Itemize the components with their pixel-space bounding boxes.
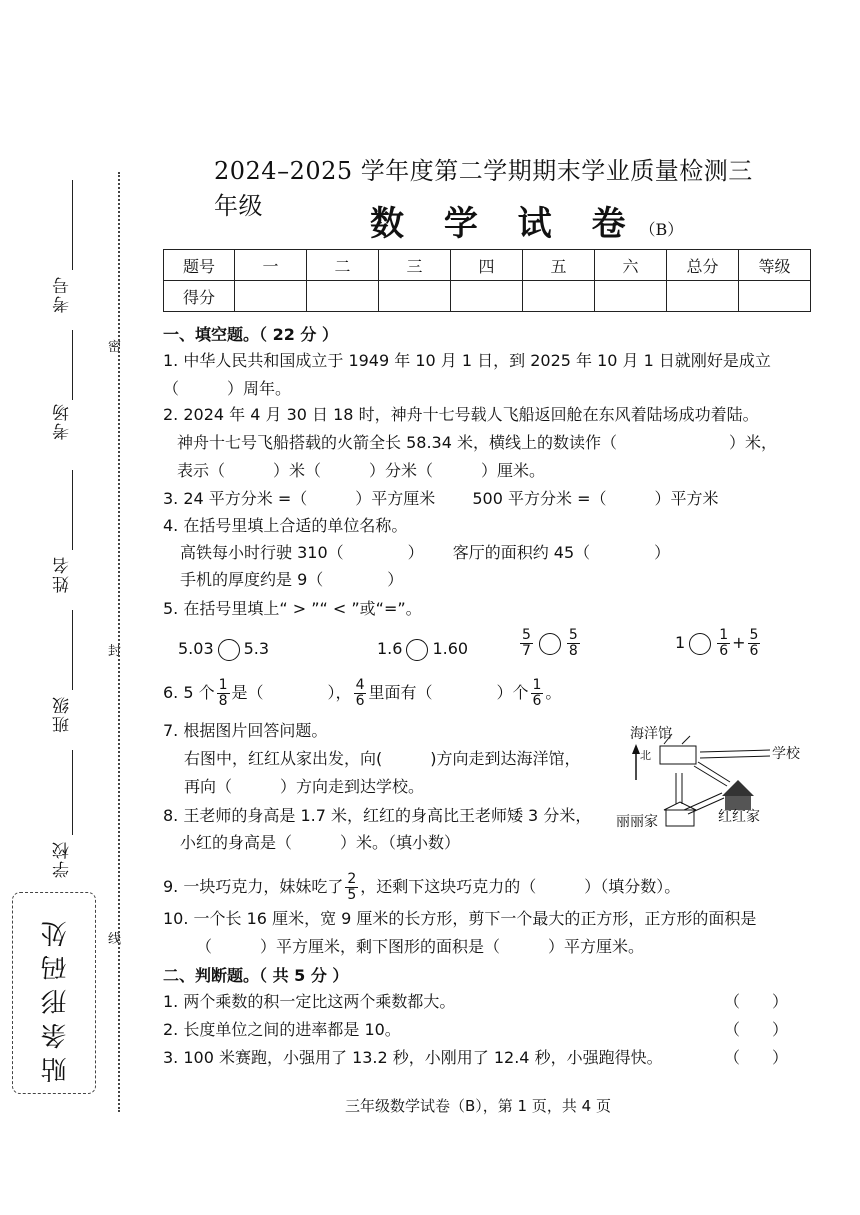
question-1-line1: 1. 中华人民共和国成立于 1949 年 10 月 1 日，到 2025 年 10 月 1 日就刚好是成立 [163,351,771,370]
score-header-cell: 四 [451,250,523,281]
name-label: 姓名 [53,555,73,593]
score-header-cell: 六 [595,250,667,281]
compare-right: 1.60 [432,639,469,658]
fraction: $\frac{1}{6}$ [719,627,729,659]
judge-bracket-3[interactable]: （ ） [724,1048,789,1067]
question-4-line3: 手机的厚度约是 9（ ） [180,570,404,589]
map-north-label: 北 [640,749,651,762]
page-footer: 三年级数学试卷（B），第 1 页，共 4 页 [345,1097,611,1115]
map-label-honghong-home: 红红家 [718,809,760,825]
compare-circle[interactable] [218,639,240,661]
compare-circle[interactable] [406,639,428,661]
cut-line [118,172,120,1112]
compare-3 [518,628,582,659]
paper-version: （B） [639,220,684,239]
score-cell[interactable] [523,281,595,312]
score-cell[interactable] [235,281,307,312]
fraction: $\frac{4}{6}$ [355,677,365,709]
class-line [72,610,73,690]
class-label: 班级 [53,695,73,733]
score-row [164,281,811,312]
score-header-cell: 等级 [739,250,811,281]
fraction: $\frac{5}{6}$ [749,627,759,659]
q9-text: ，还剩下这块巧克力的（ ）（填分数）。 [360,877,681,896]
map-label-aquarium: 海洋馆 [630,726,672,742]
question-9 [163,872,680,903]
question-2-line3: 表示（ ）米（ ）分米（ ）厘米。 [177,461,546,480]
school-label: 学校 [53,840,73,878]
score-header-row [164,250,811,281]
question-6 [163,678,561,709]
judge-item-2: 2. 长度单位之间的进率都是 10。 [163,1020,401,1039]
score-header-cell: 五 [523,250,595,281]
section2-heading: 二、判断题。（ 共 5 分 ） [163,966,349,985]
q6-text: 里面有（ ）个 [368,683,529,702]
barcode-box [12,892,96,1094]
section1-heading: 一、填空题。（ 22 分 ） [163,325,338,344]
question-8-line1: 8. 王老师的身高是 1.7 米，红红的身高比王老师矮 3 分米， [163,806,592,825]
q9-text: 9. 一块巧克力，妹妹吃了 [163,877,344,896]
score-cell[interactable] [595,281,667,312]
question-8-line2: 小红的身高是（ ）米。（填小数） [180,833,461,852]
question-7-line3: 再向（ ）方向走到达学校。 [184,777,425,796]
exam-title: 2024–2025 学年度第二学期期末学业质量检测三年级 [214,157,753,220]
compare-left: 5.03 [178,639,214,658]
map-label-school: 学校 [772,746,800,762]
compare-left: 1 [675,633,686,652]
judge-item-3: 3. 100 米赛跑，小强用了 13.2 秒，小刚用了 12.4 秒，小强跑得快。 [163,1048,663,1067]
score-cell[interactable] [667,281,739,312]
question-1-line2: （ ）周年。 [163,379,292,398]
question-4-line1: 4. 在括号里填上合适的单位名称。 [163,516,408,535]
map-label-lili-home: 丽丽家 [616,814,658,830]
subject-name: 数 学 试 卷 [370,204,640,244]
barcode-label: 贴条形码处 [41,913,71,1083]
score-table [163,249,811,312]
score-cell[interactable] [307,281,379,312]
q6-text: 是（ ）， [231,683,352,702]
fraction: $\frac{2}{5}$ [347,871,357,903]
compare-circle[interactable] [689,633,711,655]
compare-right: 5.3 [243,639,270,658]
score-header-cell: 二 [307,250,379,281]
seal-mi: 密 [108,340,122,355]
score-header-cell: 一 [235,250,307,281]
question-5: 5. 在括号里填上“ > ”“ < ”或“=”。 [163,599,422,618]
question-7-line1: 7. 根据图片回答问题。 [163,721,328,740]
compare-1 [178,638,269,661]
compare-left: 1.6 [377,639,403,658]
question-7-line2: 右图中，红红从家出发，向( )方向走到达海洋馆， [184,749,581,768]
compare-4: 1 $\frac{1}{6}$ + $\frac{5}{6}$ [675,627,759,659]
score-row-label: 得分 [164,281,235,312]
exam-number-label: 考号 [53,275,73,313]
fraction: $\frac{1}{6}$ [532,677,542,709]
score-cell[interactable] [739,281,811,312]
score-cell[interactable] [451,281,523,312]
q6-text: 。 [545,683,562,702]
fraction: $\frac{5}{7}$ [522,627,531,659]
score-header-cell: 三 [379,250,451,281]
exam-room-label: 考场 [53,402,73,440]
compare-2 [377,638,468,661]
subject-title [370,196,683,245]
seal-xian: 线 [108,932,122,947]
compare-circle[interactable] [539,633,561,655]
score-cell[interactable] [379,281,451,312]
q6-text: 6. 5 个 [163,683,215,702]
question-3: 3. 24 平方分米 =（ ）平方厘米 500 平方分米 =（ ）平方米 [163,489,719,508]
judge-bracket-1[interactable]: （ ） [724,992,789,1011]
fraction: $\frac{1}{8}$ [218,677,228,709]
question-2-line1: 2. 2024 年 4 月 30 日 18 时，神舟十七号载人飞船返回舱在东风着陆场成功着陆。 [163,405,759,424]
question-2-line2: 神舟十七号飞船搭载的火箭全长 58.34 米，横线上的数读作（ ）米， [177,433,777,452]
score-header-cell: 题号 [164,250,235,281]
question-10-line2: （ ）平方厘米，剩下图形的面积是（ ）平方厘米。 [196,937,645,956]
judge-item-1: 1. 两个乘数的积一定比这两个乘数都大。 [163,992,456,1011]
question-4-line2: 高铁每小时行驶 310（ ） 客厅的面积约 45（ ） [180,543,671,562]
exam-room-line [72,330,73,400]
judge-bracket-2[interactable]: （ ） [724,1020,789,1039]
seal-feng: 封 [108,644,122,659]
school-line [72,750,73,835]
fraction: $\frac{5}{8}$ [568,627,578,659]
question-10-line1: 10. 一个长 16 厘米，宽 9 厘米的长方形，剪下一个最大的正方形，正方形的面积是 [163,909,757,928]
name-line [72,470,73,550]
score-header-cell: 总分 [667,250,739,281]
exam-number-line [72,180,73,270]
